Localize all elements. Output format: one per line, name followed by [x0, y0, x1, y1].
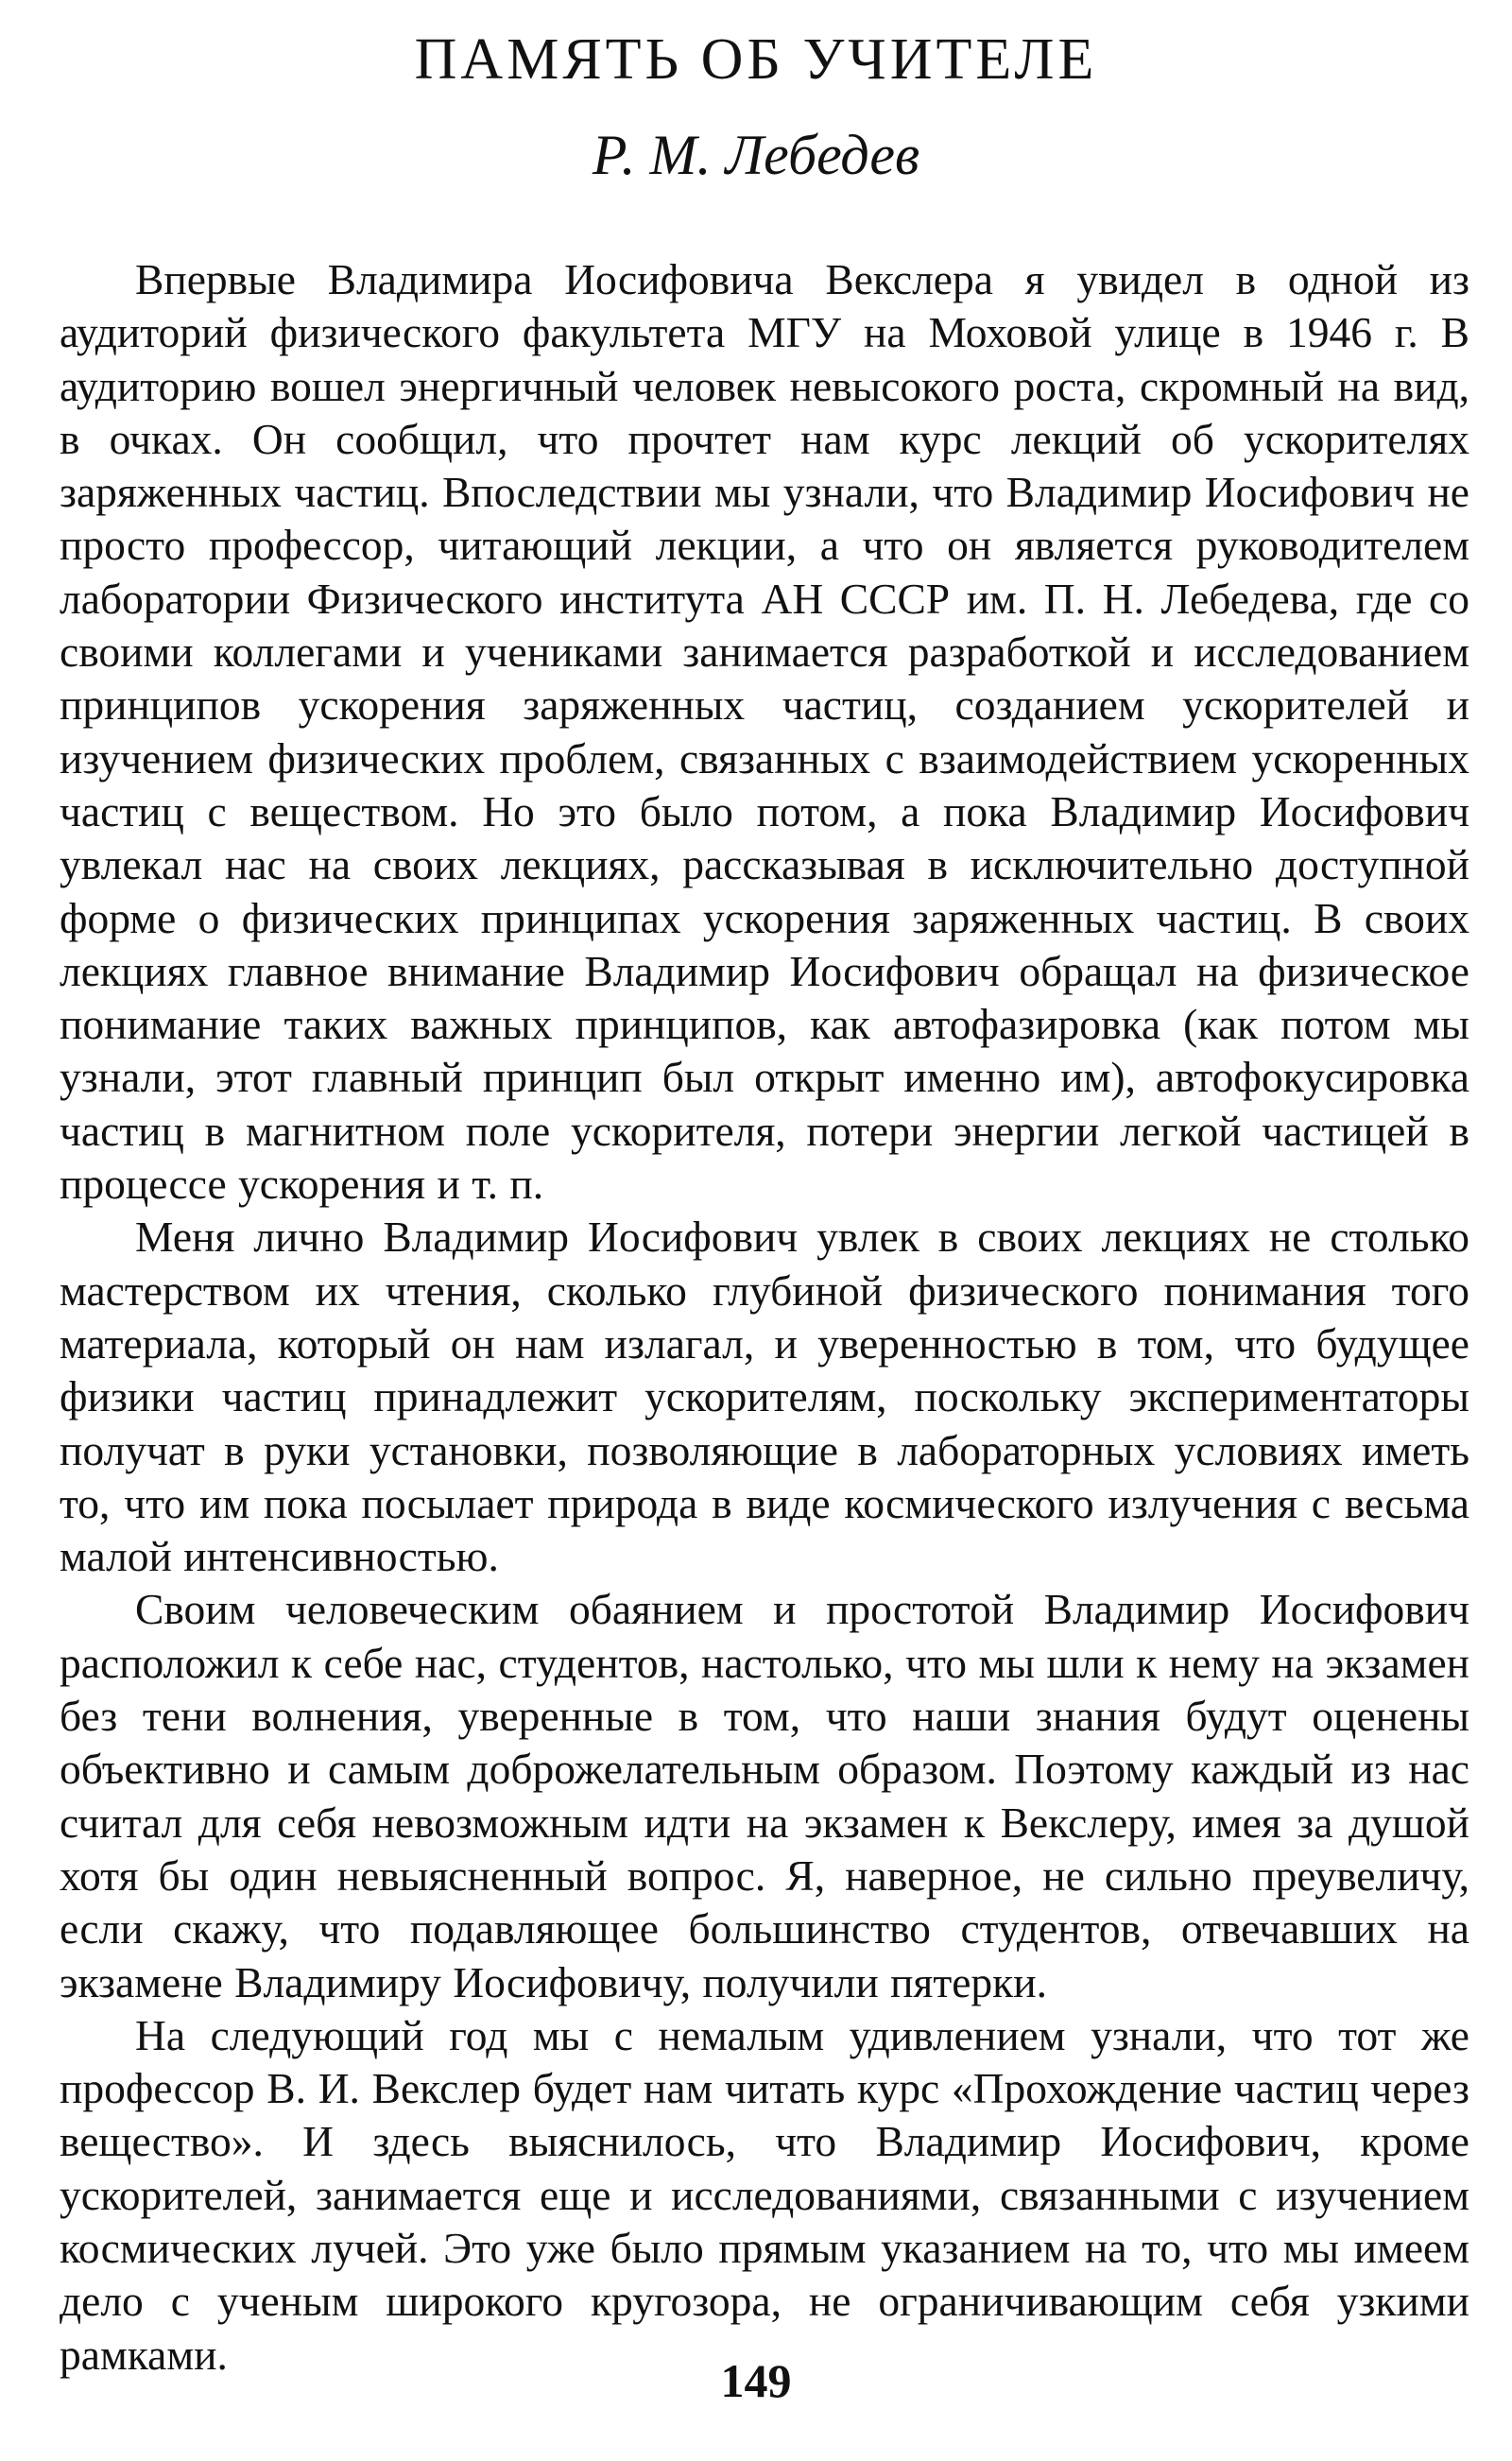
- paragraph: Меня лично Владимир Иосифович увлек в своих лекциях не столько мастерством их чтения, сколько глубиной физического понимания того материала, который он нам излагал, и уверенностью в том, что будущее физики частиц принадлежит ускорителям, поскольку экспериментаторы получат в руки установки, позволяющие в лабораторных условиях иметь то, что им пока посылает природа в виде космического излучения с весьма малой интенсивностью.: [60, 1213, 1469, 1581]
- page-number: 149: [720, 2354, 792, 2407]
- article-title: ПАМЯТЬ ОБ УЧИТЕЛЕ: [414, 27, 1098, 92]
- paragraph: Своим человеческим обаянием и простотой Владимир Иосифович расположил к себе нас, студентов, настолько, что мы шли к нему на экзамен без тени волнения, уверенные в том, что наши знания будут оценены объективно и самым доброжелательным образом. Поэтому каждый из нас считал для себя невозможным идти на экзамен к Векслеру, имея за душой хотя бы один невыясненный вопрос. Я, наверное, не сильно преувеличу, если скажу, что подавляющее большинство студентов, отвечавших на экзамене Владимиру Иосифовичу, получили пятерки.: [60, 1585, 1469, 2006]
- paragraph: Впервые Владимира Иосифовича Векслера я увидел в одной из аудиторий физического факультета МГУ на Моховой улице в 1946 г. В аудиторию вошел энергичный человек невысокого роста, скромный на вид, в очках. Он сообщил, что прочтет нам курс лекций об ускорителях заряженных частиц. Впоследствии мы узнали, что Владимир Иосифович не просто профессор, читающий лекции, а что он является руководителем лаборатории Физического института АН СССР им. П. Н. Лебедева, где со своими коллегами и учениками занимается разработкой и исследованием принципов ускорения заряженных частиц, созданием ускорителей и изучением физических проблем, связанных с взаимодействием ускоренных частиц с веществом. Но это было потом, а пока Владимир Иосифович увлекал нас на своих лекциях, рассказывая в исключительно доступной форме о физических принципах ускорения заряженных частиц. В своих лекциях главное внимание Владимир Иосифович обращал на физическое понимание таких важных принципов, как автофазировка (как потом мы узнали, этот главный принцип был открыт именно им), автофокусировка частиц в магнитном поле ускорителя, потери энергии легкой частицей в процессе ускорения и т. п.: [60, 255, 1469, 1209]
- paragraph: На следующий год мы с немалым удивлением узнали, что тот же профессор В. И. Векслер будет нам читать курс «Прохождение частиц через вещество». И здесь выяснилось, что Владимир Иосифович, кроме ускорителей, занимается еще и исследованиями, связанными с изучением космических лучей. Это уже было прямым указанием на то, что мы имеем дело с ученым широкого кругозора, не ограничивающим себя узкими рамками.: [60, 2010, 1469, 2379]
- article-body: [60, 253, 1469, 2382]
- article-author: Р. М. Лебедев: [592, 124, 920, 186]
